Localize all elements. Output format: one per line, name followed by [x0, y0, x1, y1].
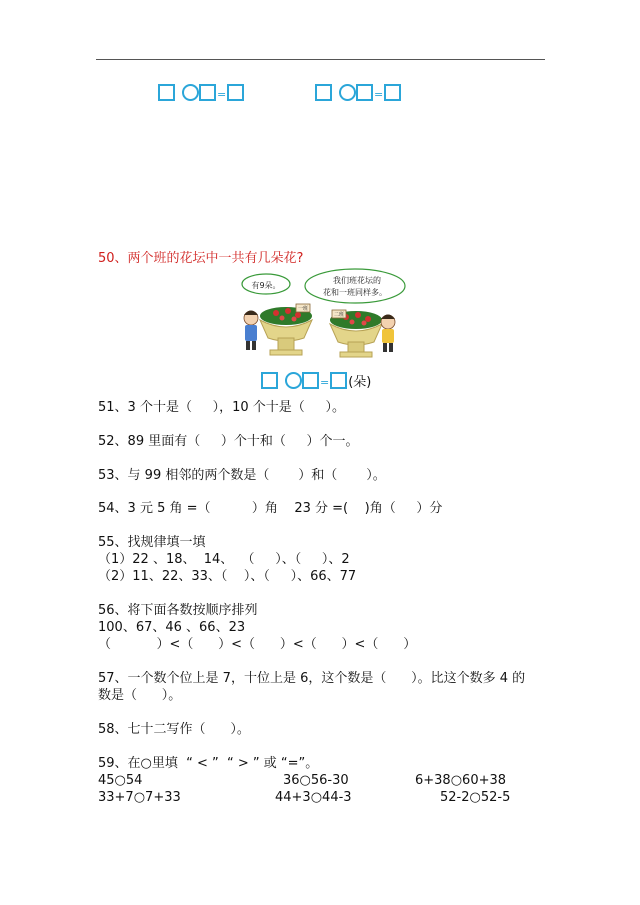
question-59-item: 44+3○44-3 — [275, 790, 352, 805]
question-50-equation — [261, 370, 371, 390]
operator-circle[interactable] — [339, 84, 356, 101]
speech-bubble-right — [305, 269, 405, 303]
answer-box[interactable] — [302, 372, 319, 389]
equals-sign: = — [320, 375, 330, 389]
answer-box[interactable] — [199, 84, 216, 101]
answer-box[interactable] — [356, 84, 373, 101]
result-box[interactable] — [227, 84, 244, 101]
unit-label: (朵) — [348, 374, 372, 390]
question-55-title: 55、找规律填一填 — [98, 535, 206, 550]
equation-template-right — [315, 82, 401, 102]
operator-circle[interactable] — [182, 84, 199, 101]
answer-box[interactable] — [315, 84, 332, 101]
result-box[interactable] — [384, 84, 401, 101]
question-50-title: 50、两个班的花坛中一共有几朵花? — [98, 251, 304, 266]
equals-sign: = — [217, 87, 227, 101]
question-55-part-2: （2）11、22、33、（ ）、（ ）、66、77 — [98, 569, 357, 584]
question-59-item: 36○56-30 — [283, 773, 349, 788]
bubble-left-text: 有9朵。 — [251, 281, 281, 290]
equation-template-left — [158, 82, 244, 102]
question-57-line-2: 数是（ ）。 — [98, 688, 182, 703]
question-59-item: 52-2○52-5 — [440, 790, 511, 805]
svg-text:一班: 一班 — [297, 306, 309, 312]
flowerbed-illustration — [238, 268, 408, 368]
svg-text:二班: 二班 — [333, 312, 345, 318]
question-59-item: 45○54 — [98, 773, 143, 788]
question-59-item: 33+7○7+33 — [98, 790, 181, 805]
answer-box[interactable] — [261, 372, 278, 389]
question-56-blanks: （ ）<（ ）<（ ）<（ ）<（ ） — [98, 637, 417, 652]
operator-circle[interactable] — [285, 372, 302, 389]
question-57-line-1: 57、一个数个位上是 7，十位上是 6，这个数是（ ）。比这个数多 4 的 — [98, 671, 526, 686]
bubble-right-text-2: 花和一班同样多。 — [323, 288, 387, 297]
question-56-numbers: 100、67、46 、66、23 — [98, 620, 246, 635]
question-55-part-1: （1）22 、18、 14、 （ ）、（ ）、2 — [98, 552, 350, 567]
answer-box[interactable] — [158, 84, 175, 101]
equals-sign: = — [374, 87, 384, 101]
top-divider — [96, 59, 545, 60]
question-51: 51、3 个十是（ ），10 个十是（ ）。 — [98, 400, 345, 415]
result-box[interactable] — [330, 372, 347, 389]
question-54: 54、3 元 5 角 =（ ）角 23 分 =( )角（ ）分 — [98, 501, 443, 516]
bubble-right-text-1: 我们班花坛的 — [333, 276, 381, 285]
question-59-item: 6+38○60+38 — [415, 773, 507, 788]
question-56-title: 56、将下面各数按顺序排列 — [98, 603, 258, 618]
question-58: 58、七十二写作（ ）。 — [98, 722, 250, 737]
question-59-title: 59、在○里填 “ < ” “ > ” 或 “=”。 — [98, 756, 319, 771]
question-53: 53、与 99 相邻的两个数是（ ）和（ ）。 — [98, 468, 386, 483]
question-52: 52、89 里面有（ ）个十和（ ）个一。 — [98, 434, 359, 449]
